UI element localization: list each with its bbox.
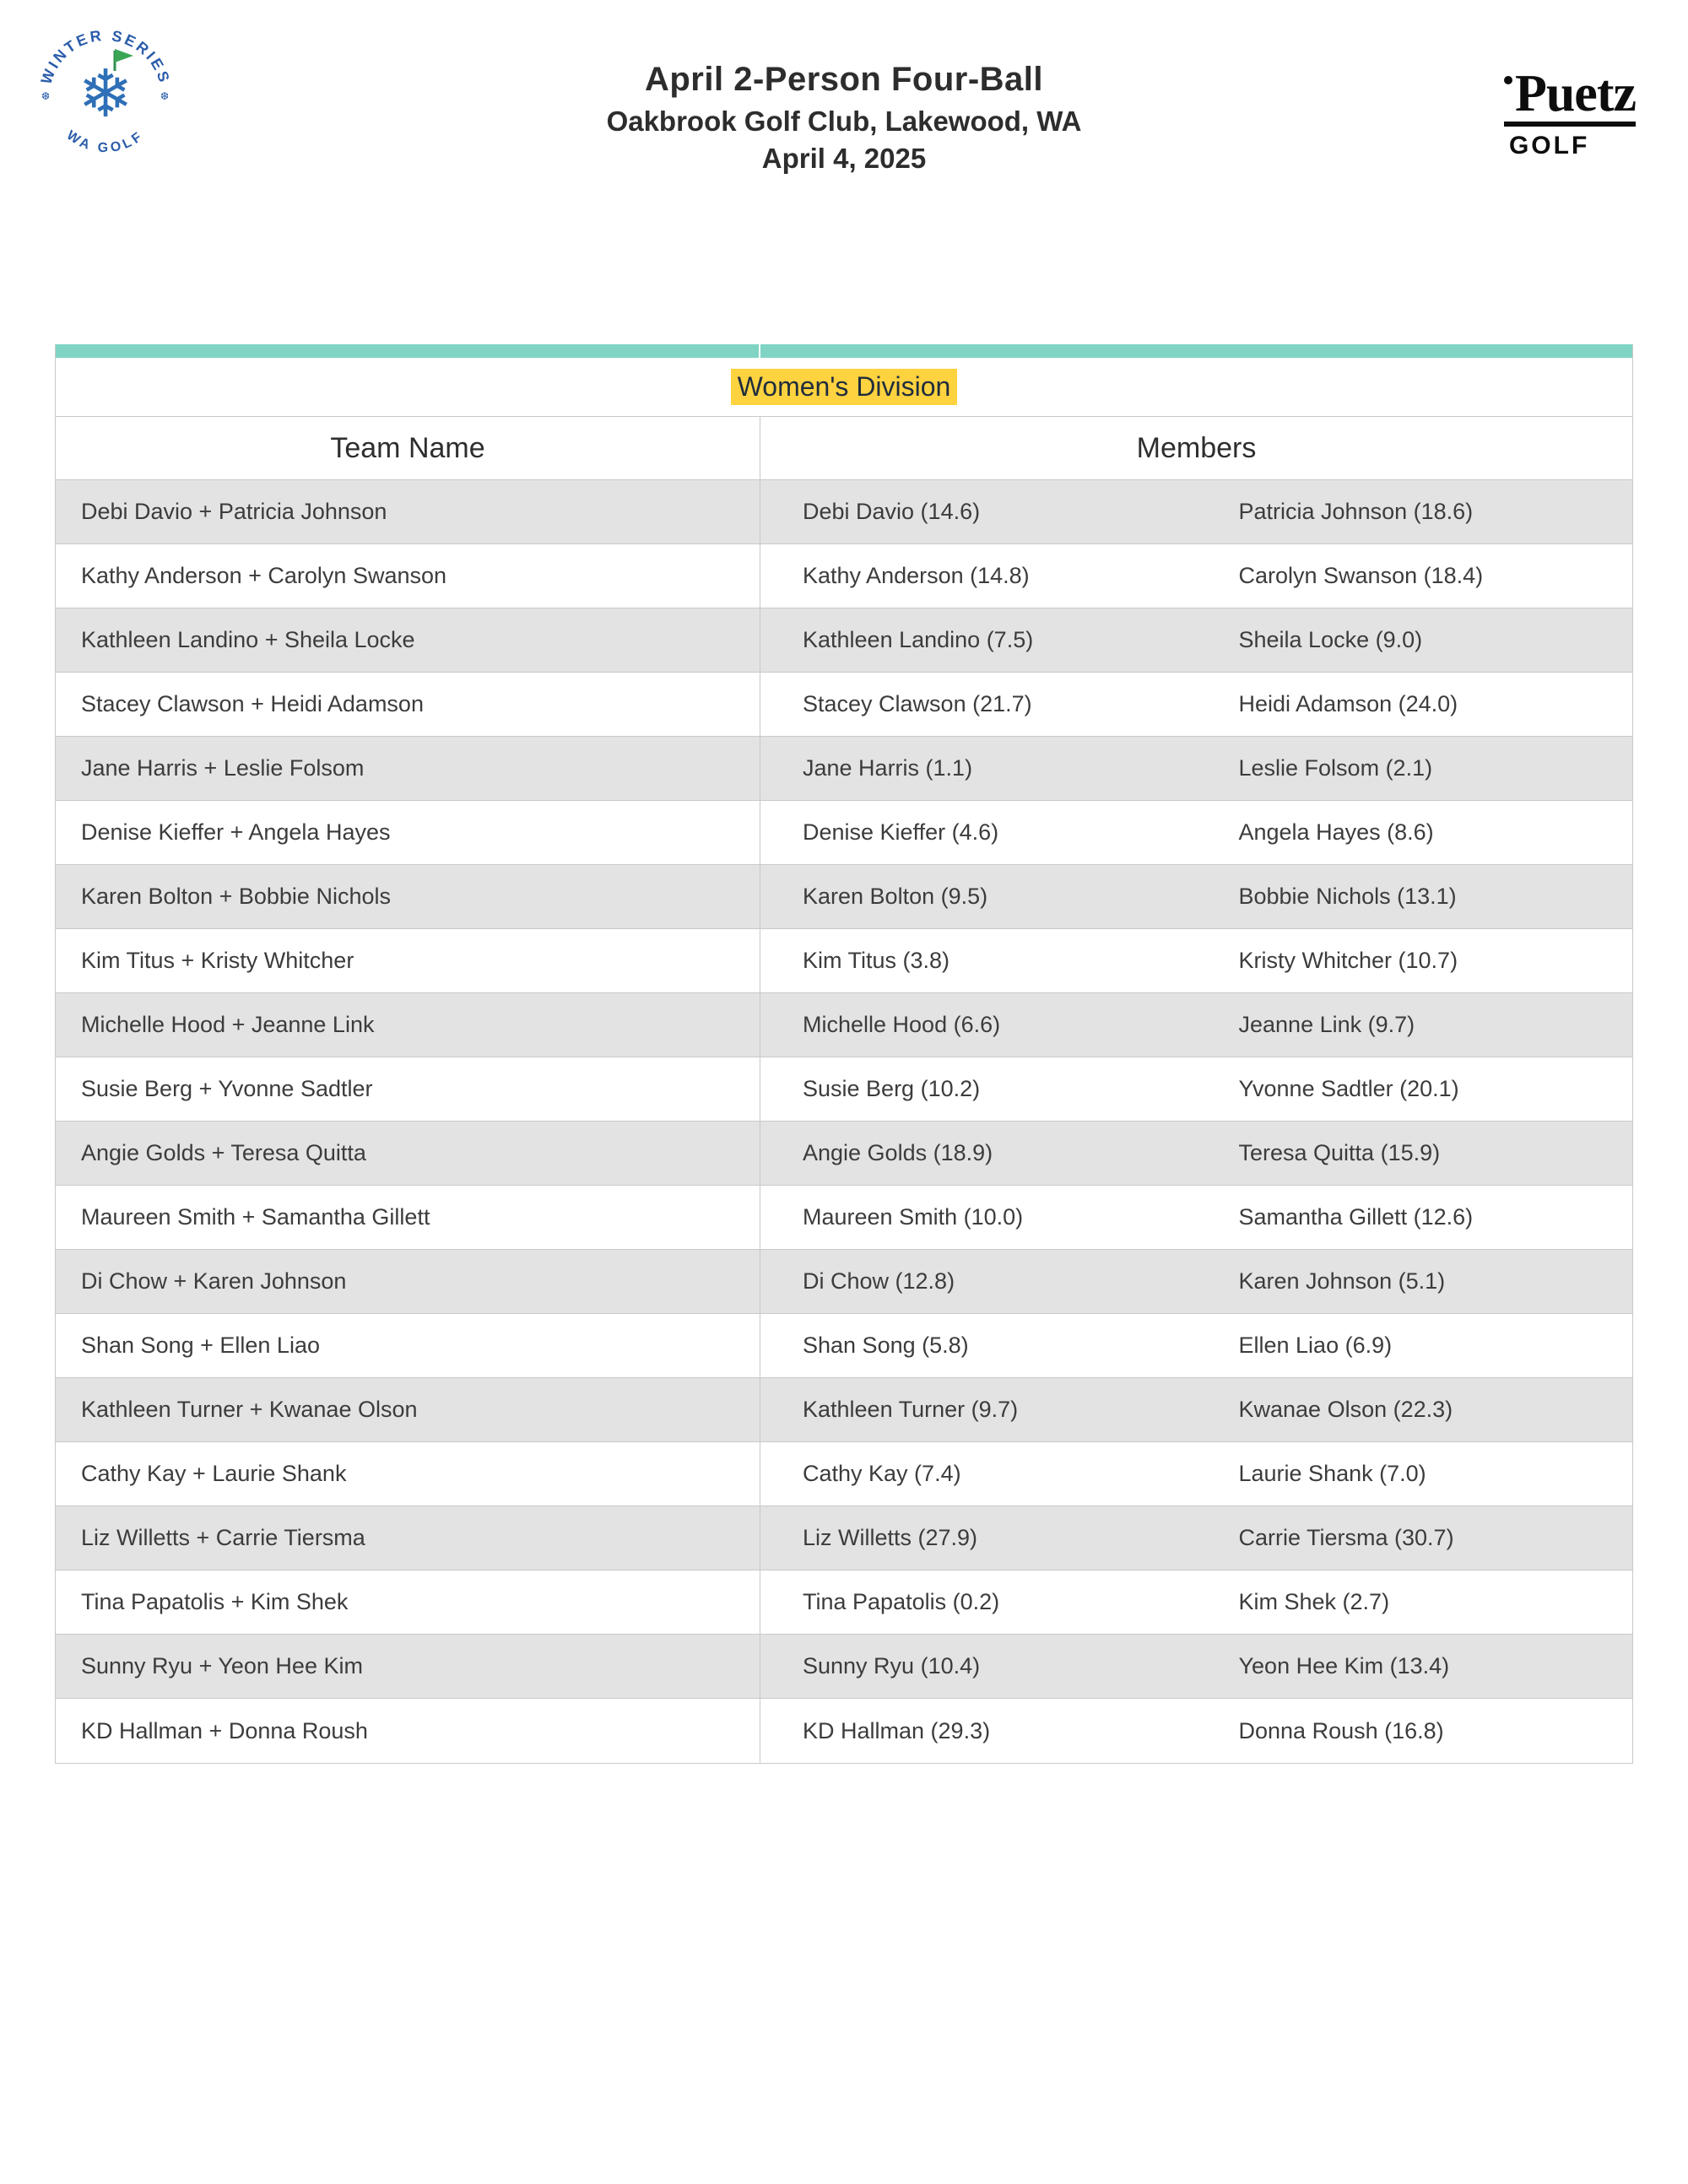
- team-name-cell: Kim Titus + Kristy Whitcher: [56, 929, 760, 992]
- member-1: Sunny Ryu (10.4): [803, 1653, 981, 1679]
- member-1: Kathleen Landino (7.5): [803, 627, 1034, 652]
- table-row: [56, 1186, 1632, 1250]
- puetz-wordmark-row: [1504, 65, 1636, 127]
- member-2: Yvonne Sadtler (20.1): [1238, 1076, 1459, 1101]
- members-cell: [760, 993, 1632, 1057]
- table-row: [56, 1250, 1632, 1314]
- event-title: April 2-Person Four-Ball: [644, 61, 1044, 98]
- team-name-column-header: Team Name: [56, 417, 760, 479]
- table-row: [56, 929, 1632, 993]
- table-row: [56, 737, 1632, 801]
- puetz-wordmark: Puetz: [1514, 65, 1636, 122]
- member-2: Sheila Locke (9.0): [1238, 627, 1423, 652]
- event-venue: Oakbrook Golf Club, Lakewood, WA: [606, 105, 1082, 137]
- member-1: Shan Song (5.8): [803, 1333, 969, 1358]
- snowflake-separator-left-icon: ❆: [41, 90, 51, 102]
- member-1: Stacey Clawson (21.7): [803, 691, 1032, 716]
- team-name-cell: Karen Bolton + Bobbie Nichols: [56, 865, 760, 928]
- winter-series-logo: [30, 19, 181, 170]
- table-top-accent-bar: [56, 344, 1632, 358]
- team-name-cell: Kathleen Landino + Sheila Locke: [56, 608, 760, 672]
- member-1: Maureen Smith (10.0): [803, 1204, 1024, 1230]
- members-cell: [760, 1635, 1632, 1698]
- member-2: Yeon Hee Kim (13.4): [1238, 1653, 1450, 1679]
- member-2: Carrie Tiersma (30.7): [1238, 1525, 1454, 1550]
- member-1: Liz Willetts (27.9): [803, 1525, 978, 1550]
- members-cell: [760, 1442, 1632, 1506]
- team-name-cell: Maureen Smith + Samantha Gillett: [56, 1186, 760, 1249]
- winter-series-arc-top: WINTER SERIES: [37, 26, 174, 87]
- member-1: Michelle Hood (6.6): [803, 1012, 1001, 1037]
- table-row: [56, 1442, 1632, 1506]
- members-cell: [760, 1186, 1632, 1249]
- table-row: [56, 1506, 1632, 1570]
- event-title-block: [0, 0, 1688, 175]
- team-name-cell: Denise Kieffer + Angela Hayes: [56, 801, 760, 864]
- member-2: Kwanae Olson (22.3): [1238, 1397, 1453, 1422]
- member-2: Angela Hayes (8.6): [1238, 819, 1434, 845]
- member-2: Kristy Whitcher (10.7): [1238, 948, 1458, 973]
- team-name-cell: Debi Davio + Patricia Johnson: [56, 480, 760, 543]
- table-row: [56, 673, 1632, 737]
- table-row: [56, 1699, 1632, 1763]
- snowflake-icon: ❄: [78, 57, 133, 132]
- members-cell: [760, 865, 1632, 928]
- member-2: Teresa Quitta (15.9): [1238, 1140, 1441, 1165]
- winter-series-arc-bottom: WA GOLF: [63, 127, 148, 156]
- table-row: [56, 1122, 1632, 1186]
- member-2: Jeanne Link (9.7): [1238, 1012, 1415, 1037]
- team-name-cell: Susie Berg + Yvonne Sadtler: [56, 1057, 760, 1121]
- table-row: [56, 801, 1632, 865]
- team-name-cell: Cathy Kay + Laurie Shank: [56, 1442, 760, 1506]
- table-row: [56, 1635, 1632, 1699]
- team-name-cell: Kathleen Turner + Kwanae Olson: [56, 1378, 760, 1441]
- event-date: April 4, 2025: [761, 143, 927, 174]
- puetz-golf-logo: [1504, 65, 1636, 160]
- member-2: Patricia Johnson (18.6): [1238, 499, 1474, 524]
- member-1: Angie Golds (18.9): [803, 1140, 993, 1165]
- team-name-cell: Michelle Hood + Jeanne Link: [56, 993, 760, 1057]
- team-name-cell: Kathy Anderson + Carolyn Swanson: [56, 544, 760, 608]
- results-table: [55, 344, 1633, 1764]
- member-2: Laurie Shank (7.0): [1238, 1461, 1426, 1486]
- member-1: Karen Bolton (9.5): [803, 884, 988, 909]
- member-2: Donna Roush (16.8): [1238, 1717, 1444, 1743]
- members-cell: [760, 480, 1632, 543]
- table-row: [56, 993, 1632, 1057]
- table-row: [56, 1378, 1632, 1442]
- member-2: Ellen Liao (6.9): [1238, 1333, 1393, 1358]
- members-cell: [760, 1506, 1632, 1570]
- table-row: [56, 1314, 1632, 1378]
- team-name-cell: Liz Willetts + Carrie Tiersma: [56, 1506, 760, 1570]
- member-1: Cathy Kay (7.4): [803, 1461, 961, 1486]
- puetz-dot-icon: [1504, 76, 1512, 84]
- members-cell: [760, 608, 1632, 672]
- team-name-cell: Shan Song + Ellen Liao: [56, 1314, 760, 1377]
- members-cell: [760, 1699, 1632, 1763]
- team-name-cell: Stacey Clawson + Heidi Adamson: [56, 673, 760, 736]
- members-cell: [760, 929, 1632, 992]
- member-2: Samantha Gillett (12.6): [1238, 1204, 1474, 1230]
- member-1: Denise Kieffer (4.6): [803, 819, 999, 845]
- members-cell: [760, 1250, 1632, 1313]
- member-2: Carolyn Swanson (18.4): [1238, 563, 1484, 588]
- accent-bar-right: [760, 344, 1632, 358]
- accent-bar-left: [56, 344, 760, 358]
- member-1: Tina Papatolis (0.2): [803, 1589, 1000, 1614]
- member-1: Susie Berg (10.2): [803, 1076, 981, 1101]
- member-1: Debi Davio (14.6): [803, 499, 981, 524]
- table-row: [56, 1057, 1632, 1122]
- member-1: Kim Titus (3.8): [803, 948, 950, 973]
- members-cell: [760, 1314, 1632, 1377]
- division-title: Women's Division: [731, 369, 958, 405]
- snowflake-separator-right-icon: ❆: [160, 90, 170, 102]
- table-row: [56, 1570, 1632, 1635]
- member-1: KD Hallman (29.3): [803, 1717, 991, 1743]
- page-header: [0, 0, 1688, 344]
- table-row: [56, 544, 1632, 608]
- team-name-cell: Sunny Ryu + Yeon Hee Kim: [56, 1635, 760, 1698]
- members-cell: [760, 1122, 1632, 1185]
- team-name-cell: Tina Papatolis + Kim Shek: [56, 1570, 760, 1634]
- member-2: Kim Shek (2.7): [1238, 1589, 1390, 1614]
- member-2: Leslie Folsom (2.1): [1238, 755, 1433, 781]
- table-row: [56, 480, 1632, 544]
- team-name-cell: KD Hallman + Donna Roush: [56, 1699, 760, 1763]
- team-name-cell: Di Chow + Karen Johnson: [56, 1250, 760, 1313]
- puetz-golf-label: GOLF: [1508, 132, 1590, 159]
- member-2: Heidi Adamson (24.0): [1238, 691, 1458, 716]
- members-cell: [760, 1057, 1632, 1121]
- members-cell: [760, 673, 1632, 736]
- members-cell: [760, 1378, 1632, 1441]
- member-2: Bobbie Nichols (13.1): [1238, 884, 1457, 909]
- member-1: Di Chow (12.8): [803, 1268, 955, 1294]
- team-name-cell: Jane Harris + Leslie Folsom: [56, 737, 760, 800]
- member-1: Kathleen Turner (9.7): [803, 1397, 1019, 1422]
- members-column-header: Members: [1136, 431, 1257, 464]
- table-row: [56, 865, 1632, 929]
- division-header-row: [56, 358, 1632, 417]
- table-row: [56, 608, 1632, 673]
- member-1: Jane Harris (1.1): [803, 755, 973, 781]
- column-header-row: [56, 417, 1632, 480]
- members-cell: [760, 737, 1632, 800]
- team-name-cell: Angie Golds + Teresa Quitta: [56, 1122, 760, 1185]
- members-cell: [760, 544, 1632, 608]
- member-2: Karen Johnson (5.1): [1238, 1268, 1446, 1294]
- members-cell: [760, 1570, 1632, 1634]
- member-1: Kathy Anderson (14.8): [803, 563, 1030, 588]
- members-cell: [760, 801, 1632, 864]
